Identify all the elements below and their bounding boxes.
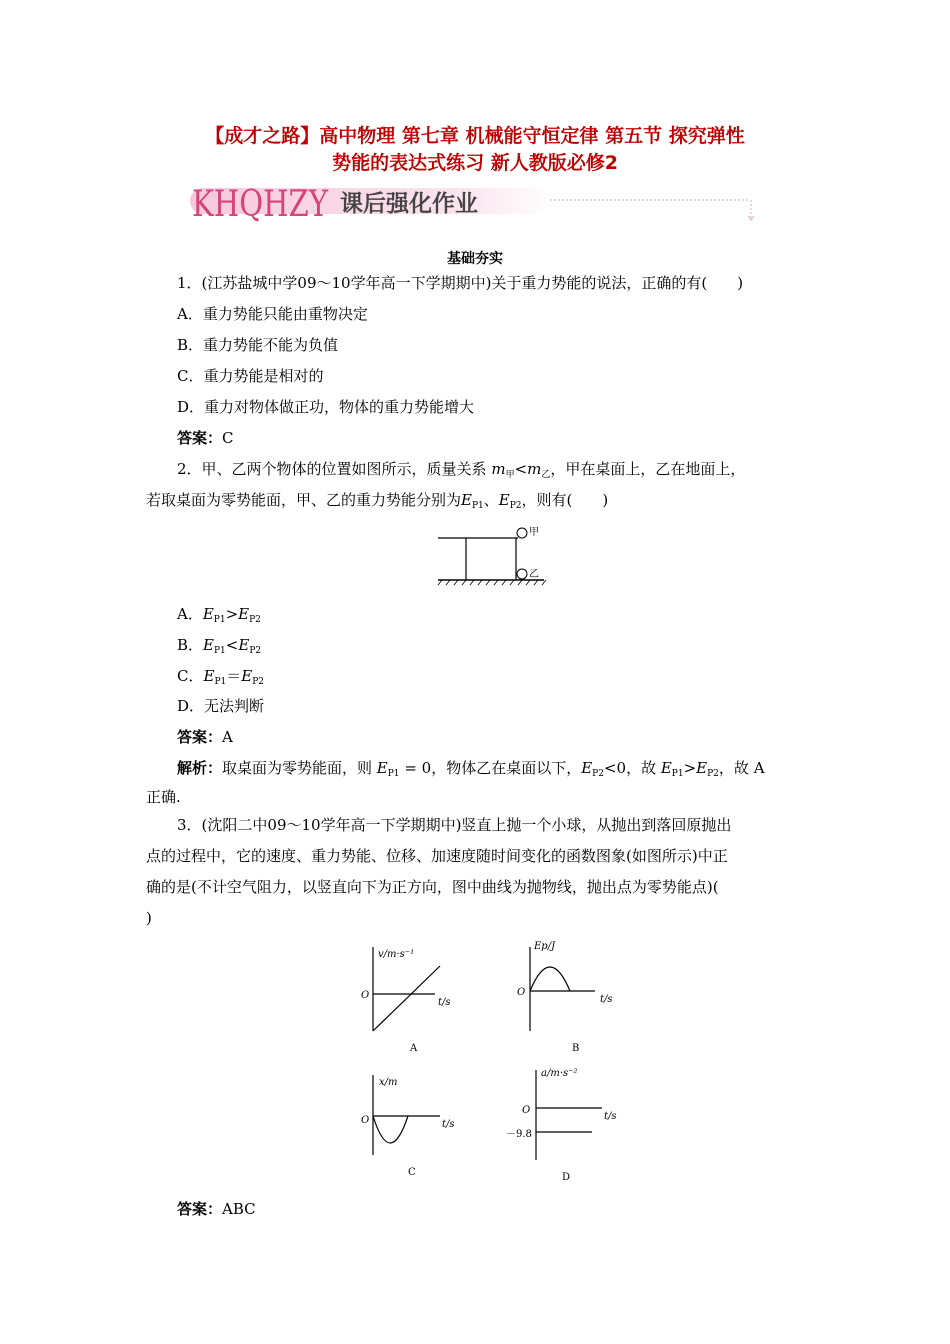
graph-b [517,941,613,1054]
subscript: P1 [671,769,684,779]
answer-value: ABC [222,1200,256,1218]
subscript: P1 [387,769,400,779]
graph-c-xlabel: t/s [442,1119,455,1130]
graph-d-ylabel: a/m·s⁻² [541,1068,578,1079]
subscript: P2 [252,677,264,687]
q3-graphs [350,935,650,1195]
graph-c-origin: O [361,1115,370,1126]
subscript: P1 [214,677,227,687]
symbol-e: E [241,667,253,685]
relation: ＝ [226,667,242,685]
relation: > [225,605,239,623]
q1-option-d: D．重力对物体做正功，物体的重力势能增大 [177,398,475,416]
banner-graphic [190,180,770,230]
text: ，故 A [718,759,765,777]
text: 、 [483,491,499,509]
q2-stem-line1 [177,459,745,485]
subscript: 甲 [505,470,515,480]
answer-label: 答案： [177,1200,223,1218]
answer-value: C [222,429,234,447]
text: ，甲在桌面上，乙在地面上， [550,460,746,478]
q2-option-a [177,604,261,630]
symbol-e: E [376,759,388,777]
subscript: P2 [509,501,522,511]
q1-option-a: A．重力势能只能由重物决定 [177,305,368,323]
option-label: C． [177,667,204,685]
graph-c-caption: C [408,1167,416,1178]
graph-a [361,947,451,1054]
q2-explanation-line2: 正确. [146,788,181,806]
answer-label: 答案： [177,728,223,746]
graph-b-caption: B [572,1043,580,1054]
subscript: P2 [249,646,262,656]
symbol-e: E [696,759,708,777]
graph-d-xlabel: t/s [604,1111,617,1122]
text: < [514,460,528,478]
option-label: A． [177,605,203,623]
subscript: P1 [213,646,226,656]
q2-explanation-line1 [177,758,765,784]
answer-label: 答案： [177,429,223,447]
graph-d-origin: O [522,1105,531,1116]
text: = 0，物体乙在桌面以下， [399,759,582,777]
page-title-line1: 【成才之路】高中物理 第七章 机械能守恒定律 第五节 探究弹性 [205,125,745,147]
section-heading: 基础夯实 [447,251,503,267]
subscript: P2 [592,769,604,779]
graph-b-xlabel: t/s [600,994,613,1005]
symbol-e: E [202,605,214,623]
ball-yi [517,569,527,579]
graph-a-origin: O [361,990,370,1001]
relation: < [225,636,239,654]
symbol-e: E [498,491,510,509]
q1-stem: 1．(江苏盐城中学09～10学年高一下学期期中)关于重力势能的说法，正确的有( ) [177,274,744,292]
q1-answer [177,428,234,448]
label-yi: 乙 [529,569,539,580]
symbol-e: E [238,636,250,654]
q3-stem-line4: ) [146,909,152,927]
q3-stem-line2: 点的过程中，它的速度、重力势能、位移、加速度随时间变化的函数图象(如图所示)中正 [146,847,728,865]
symbol-e: E [660,759,672,777]
page-title-line2: 势能的表达式练习 新人教版必修2 [332,152,618,174]
answer-value: A [222,728,233,746]
graph-c [361,1075,455,1178]
ball-jia [517,528,527,538]
label-jia: 甲 [529,527,539,538]
symbol-e: E [203,636,214,654]
q2-table-figure [436,522,548,588]
q1-option-b: B．重力势能不能为负值 [177,336,339,354]
graph-a-xlabel: t/s [438,997,451,1008]
graph-a-line [373,966,440,1031]
q3-stem-line1: 3．(沈阳二中09～10学年高一下学期期中)竖直上抛一个小球，从抛出到落回原抛出 [177,816,732,834]
graph-d-caption: D [562,1172,571,1183]
text: 若取桌面为零势能面，甲、乙的重力势能分别为 [146,491,462,509]
symbol-m: m [491,460,506,478]
graph-b-origin: O [517,987,526,998]
q2-answer [177,727,233,747]
banner-latin: KHQHZY [192,184,329,225]
text: > [683,759,697,777]
q2-option-b [177,635,261,661]
symbol-e: E [461,491,472,509]
symbol-e: E [238,605,250,623]
q1-option-c: C．重力势能是相对的 [177,367,324,385]
graph-a-ylabel: v/m·s⁻¹ [378,949,415,960]
symbol-m: m [527,460,542,478]
graph-b-ylabel: Ep/J [534,941,556,952]
graph-a-caption: A [410,1043,418,1054]
subscript: P1 [471,501,484,511]
option-label: B． [177,636,204,654]
graph-b-curve [530,967,570,991]
graph-d-tick: －9.8 [506,1129,532,1140]
text: 取桌面为零势能面，则 [222,759,377,777]
q2-stem-line2 [146,490,608,516]
q3-answer [177,1199,256,1219]
graph-c-ylabel: x/m [379,1077,398,1088]
text: ，则有( ) [521,491,609,509]
graph-c-curve [373,1116,408,1143]
subscript: P2 [707,769,719,779]
subscript: P1 [213,615,226,625]
text: 2．甲、乙两个物体的位置如图所示，质量关系 [177,460,492,478]
q2-option-c [177,666,264,692]
symbol-e: E [581,759,593,777]
subscript: 乙 [541,470,551,480]
banner-cjk: 课后强化作业 [340,190,478,217]
symbol-e: E [203,667,215,685]
explanation-label: 解析： [177,759,223,777]
subscript: P2 [249,615,261,625]
q3-stem-line3: 确的是(不计空气阻力，以竖直向下为正方向，图中曲线为抛物线，抛出点为零势能点)( [146,878,719,896]
text: <0，故 [603,759,661,777]
graph-d [506,1068,617,1183]
q2-option-d: D．无法判断 [177,697,265,715]
